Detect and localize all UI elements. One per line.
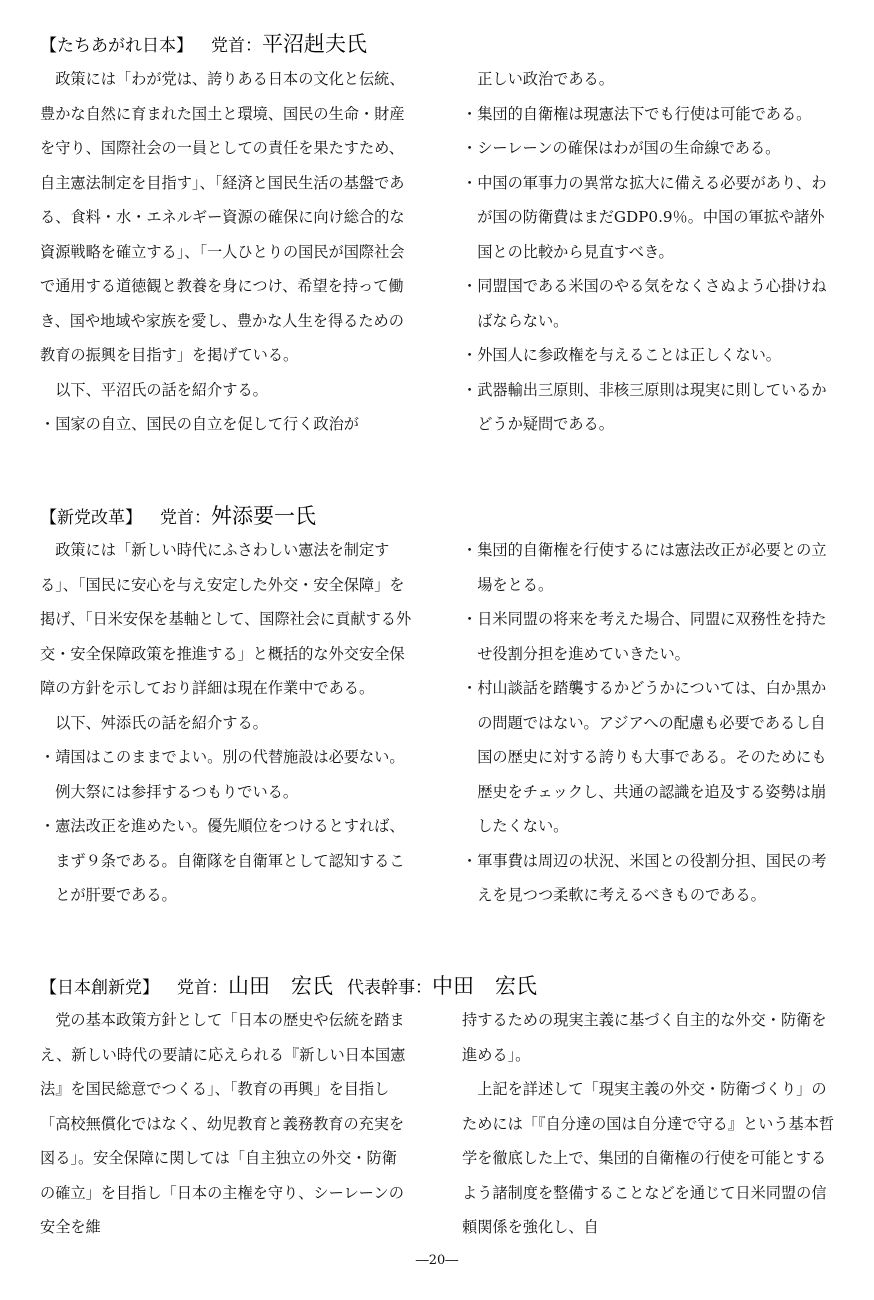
leader-role: 党首： [211,36,262,56]
bullet-item: ・集団的自衛権は現憲法下でも行使は可能である。 [462,104,812,123]
section-right-column [462,62,837,442]
bullet-item: ・日米同盟の将来を考えた場合、同盟に双務性を持たせ役割分担を進めていきたい。 [462,610,827,663]
paragraph-continuation: 正しい政治である。 [477,70,614,88]
bullet-item: ・同盟国である米国のやる気をなくさぬよう心掛けねばならない。 [462,277,827,330]
leader-role: 党首： [177,978,228,998]
section-left-column [40,533,412,913]
party-name: 【新党改革】 [40,508,142,528]
paragraph: 上記を詳述して「現実主義の外交・防衛づくり」のためには「『自分達の国は自分達で守る』という基本哲学を徹底した上で、集団的自衛権の行使を可能とするよう諸制度を整備することなどを通じて日米同盟の信頼関係を強化し、自 [462,1080,835,1236]
section-heading [40,31,367,59]
section-right-column [462,533,837,913]
paragraph: 政策には「新しい時代にふさわしい憲法を制定する」、「国民に安心を与え安定した外交・安全保障」を掲げ、「日米安保を基軸として、国際社会に貢献する外交・安全保障政策を推進する」と概括的な外交安全保障の方針を示しており詳細は現在作業中である。 [40,541,412,697]
section-left-column [40,62,412,442]
secretary-role: 代表幹事： [347,978,432,998]
bullet-item: ・シーレーンの確保はわが国の生命線である。 [462,139,781,157]
leader-name: 平沼赳夫氏 [262,32,367,56]
leader-role: 党首： [160,508,211,528]
paragraph: 以下、平沼氏の話を紹介する。 [55,380,268,399]
page-number: ―20― [415,1253,459,1268]
section-left-column [40,1003,412,1245]
leader-name: 山田 宏氏 [228,974,333,998]
bullet-item: ・軍事費は周辺の状況、米国との役割分担、国民の考えを見つつ柔軟に考えるべきものである。 [462,851,827,904]
bullet-item: ・村山談話を踏襲するかどうかについては、白か黒かの問題ではない。アジアへの配慮も必要であるし自国の歴史に対する誇りも大事である。そのためにも歴史をチェックし、共通の認識を追及する姿勢は崩したくない。 [462,679,827,835]
paragraph-continuation: 持するための現実主義に基づく自主的な外交・防衛を進める」。 [462,1011,827,1064]
paragraph: 以下、舛添氏の話を紹介する。 [55,713,268,732]
paragraph: 政策には「わが党は、誇りある日本の文化と伝統、豊かな自然に育まれた国土と環境、国民の生命・財産を守り、国際社会の一員としての責任を果たすため、自主憲法制定を目指す」、「経済と国民生活の基盤である、食料・水・エネルギー資源の確保に向け総合的な資源戦略を確立する」、「一人ひとりの国民が国際社会で通用する道徳観と教養を身につけ、希望を持って働き、国や地域や家族を愛し、豊かな人生を得るための教育の振興を目指す」を掲げている。 [40,70,405,364]
section-heading [40,503,316,531]
bullet-item: ・集団的自衛権を行使するには憲法改正が必要との立場をとる。 [462,541,827,594]
leader-name: 舛添要一氏 [211,504,316,528]
bullet-item: ・憲法改正を進めたい。優先順位をつけるとすれば、まず９条である。自衛隊を自衛軍として認知することが肝要である。 [40,817,405,904]
secretary-name: 中田 宏氏 [432,974,537,998]
bullet-item: ・外国人に参政権を与えることは正しくない。 [462,346,781,364]
bullet-item: ・靖国はこのままでよい。別の代替施設は必要ない。例大祭には参拝するつもりでいる。 [40,748,405,801]
bullet-item: ・国家の自立、国民の自立を促して行く政治が [40,415,359,433]
section-heading [40,973,537,1001]
bullet-item: ・武器輸出三原則、非核三原則は現実に則しているかどうか疑問である。 [462,380,827,433]
bullet-item: ・中国の軍事力の異常な拡大に備える必要があり、わが国の防衛費はまだGDP0.9％。中国の軍拡や諸外国との比較から見直すべき。 [462,173,827,261]
party-name: 【たちあがれ日本】 [40,36,193,56]
party-name: 【日本創新党】 [40,978,159,998]
paragraph: 党の基本政策方針として「日本の歴史や伝統を踏まえ、新しい時代の要請に応えられる『新しい日本国憲法』を国民総意でつくる」、「教育の再興」を目指し「高校無償化ではなく、幼児教育と義務教育の充実を図る」。安全保障に関しては「自主独立の外交・防衛の確立」を目指し「日本の主権を守り、シーレーンの安全を維 [40,1011,406,1236]
section-right-column [462,1003,837,1245]
